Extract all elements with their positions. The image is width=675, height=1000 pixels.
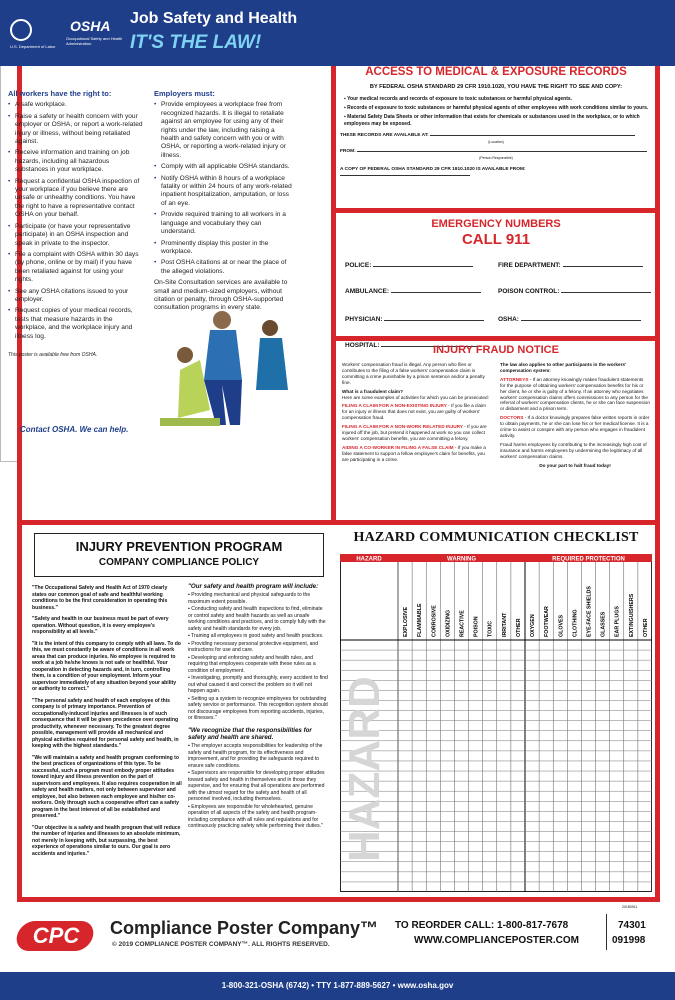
prevention-header — [34, 533, 324, 577]
prevention-right-head2: "We recognize that the responsibilities for safety and health are shared. — [188, 726, 312, 741]
prevention-paragraph: "Our objective is a safety and health program that will reduce the number of injuries and illnesses to an absolute minimum, not merely in keeping with, but surpassing, the best experience of operations similar to ours. Our goal is zero accidents and injuries." — [32, 824, 181, 857]
person-caption: (Person Responsible) — [479, 155, 513, 160]
fraud-h3: AIDING A CO-WORKER IN FILING A FALSE CLAIM — [342, 444, 454, 450]
cpc-logo — [17, 913, 97, 957]
access-copy-row — [340, 167, 652, 179]
access-avail-row — [340, 133, 652, 139]
fraud-right — [500, 362, 650, 469]
workers-right-item: • Request a confidential OSHA inspection of your workplace if you believe there are unsafe or unhealthy conditions. You have the right to have a representative contact OSHA on your behalf. — [8, 178, 143, 220]
fraud-t1: - If you file a claim for an injury or illness that does not exist, you are guilty of workers' compensation fraud. — [342, 403, 486, 421]
employers-duties — [154, 90, 294, 313]
workers-right-item: • Participate (or have your representative participate) in an OSHA inspection and speak in private to the inspector. — [8, 223, 143, 248]
osha-header — [0, 0, 675, 66]
prevention-paragraph: "We will maintain a safety and health program conforming to the best practices of organizations of this type. To be successful, such a program must embody proper attitudes toward injury and illness prevention on the part of supervisors and employees. It also requires cooperation in all safety and health matters, not only between supervisor and employee, but also between each employee and his/her co-workers. Only through such a cooperative effort can a safety program in the best interest of all be established and preserved." — [32, 754, 182, 819]
column-label: CORROSIVE — [431, 605, 438, 637]
osha-logo-sub: Occupational Safety and Health Administration — [66, 36, 123, 46]
employer-duty-item: • Prominently display this poster in the workplace. — [154, 240, 294, 257]
access-item: ▪ Material Safety Data Sheets or other information that exists for chemicals or substances used in the workplace, or to which employees may be exposed. — [344, 114, 640, 127]
access-title: ACCESS TO MEDICAL & EXPOSURE RECORDS — [365, 66, 627, 78]
column-label: EXTINGUISHERS — [628, 593, 635, 637]
column-label: OXYGEN — [530, 614, 537, 637]
fire-field — [498, 262, 643, 269]
fire-line[interactable] — [563, 266, 643, 267]
workers-right-item: • Request copies of your medical records, tests that measure hazards in the workplace, and the workplace injury and illness log. — [8, 307, 143, 341]
fraud-h2: FILING A CLAIM FOR A NON-WORK RELATED INJURY — [342, 424, 463, 430]
osha-free-note: This poster is available free from OSHA. — [8, 351, 98, 358]
ambulance-label: AMBULANCE: — [345, 288, 390, 295]
copy-field[interactable] — [340, 175, 470, 176]
osha-footer: 1-800-321-OSHA (6742) • TTY 1-877-889-5627 • www.osha.gov — [0, 972, 675, 1000]
column-label: GLOVES — [558, 614, 565, 637]
divider-access — [334, 208, 658, 213]
prevention-paragraph: "Safety and health in our business must be part of every operation. Without question, it is every employee's responsibility at all levels." — [32, 616, 169, 635]
prevention-item: ▪ Developing and enforcing safety and health rules, and requiring that employees cooperate with these rules as a condition of employment. — [188, 654, 316, 674]
ambulance-field — [345, 288, 481, 295]
prevention-items2 — [188, 743, 328, 830]
column-label: EYE-FACE SHIELDS — [586, 586, 593, 637]
fraud-t6: Fraud harms employees by contributing to the increasingly high cost of insurance and harms employees by undermining the legitimacy of all workers' compensation claims. — [500, 441, 647, 459]
print-code: 20180911 — [622, 905, 638, 909]
police-label: POLICE: — [345, 262, 372, 269]
group-hazard: HAZARD — [356, 556, 382, 563]
access-item: ▪ Records of exposure to toxic substances or harmful physical agents of other employees with work conditions similar to yours. — [344, 105, 649, 112]
fraud-t2: - If you are injured off the job, but pretend it happened at work so you can collect workers' compensation benefits, you are committing a felony. — [342, 424, 487, 441]
prevention-paragraph: "The personal safety and health of each employee of this company is of primary importance. Prevention of occupationally-induced injuries and illnesses is of such consequence that it will be given precedence over operating productivity, whenever necessary. To the greatest degree possible, management will provide all mechanical and physical activities required for personal safety and health, in keeping with the highest standards." — [32, 697, 179, 749]
employer-duty-item: • Provide required training to all workers in a language and vocabulary they can understand. — [154, 211, 294, 236]
employer-duty-item: • Comply with all applicable OSHA standards. — [154, 163, 294, 171]
prevention-items — [188, 592, 328, 722]
dol-seal-icon — [10, 19, 32, 41]
workers-right-item: • A safe workplace. — [8, 101, 143, 109]
osha-logo-text: OSHA — [70, 18, 111, 34]
prevention-item: ▪ The employer accepts responsibilities for leadership of the safety and health program, for its effectiveness and improvement, and for providing the safeguards required to ensure safe conditions. — [188, 743, 323, 769]
access-records-section — [340, 66, 652, 179]
column-label: OTHER — [515, 618, 522, 637]
workers-right-item: • Receive information and training on job hazards, including all hazardous substances in your workplace. — [8, 149, 143, 174]
group-protection: REQUIRED PROTECTION — [552, 556, 625, 563]
checklist-title: HAZARD COMMUNICATION CHECKLIST — [353, 530, 639, 545]
fraud-h4: ATTORNEYS — [500, 376, 529, 382]
employer-duty-item: • Post OSHA citations at or near the place of the alleged violations. — [154, 259, 294, 276]
fraud-t3: - If you make a false statement to support a fellow employee's claim for benefits, you are participating in a crime. — [342, 444, 486, 462]
cpc-logo-text: CPC — [32, 923, 80, 948]
column-label: FOOTWEAR — [544, 606, 551, 637]
access-item: ▪ Your medical records and records of exposure to toxic substances or harmful physical agents. — [344, 96, 573, 102]
access-intro: BY FEDERAL OSHA STANDARD 29 CFR 1910.1020, YOU HAVE THE RIGHT TO SEE AND COPY: — [369, 84, 623, 90]
access-from-row — [340, 149, 652, 155]
access-avail-label: THESE RECORDS ARE AVAILABLE AT: — [340, 132, 429, 138]
copyright: © 2019 COMPLIANCE POSTER COMPANY™. ALL RIGHTS RESERVED. — [112, 941, 330, 948]
prevention-paragraph: "It is the intent of this company to comply with all laws. To do this, we must constantly be aware of conditions in all work areas that can produce injuries. No employee is required to work at a job he/she knows is not safe or healthful. Your cooperation in detecting hazards and, in turn, controlling them, is a condition of your employment. Inform your supervisor immediately of any situation beyond your ability or authority to correct." — [32, 640, 181, 692]
workers-rights — [8, 90, 143, 359]
emergency-section — [340, 218, 652, 349]
hazard-watermark: HAZARD — [340, 676, 389, 862]
prevention-subtitle: COMPANY COMPLIANCE POLICY — [98, 557, 260, 568]
workers-right-item: • See any OSHA citations issued to your employer. — [8, 288, 143, 305]
workers-heading: All workers have the right to: — [8, 89, 112, 98]
divider-emergency — [334, 336, 658, 341]
column-label: EXPLOSIVE — [403, 606, 410, 637]
emergency-call: CALL 911 — [461, 231, 531, 248]
prevention-right-head: "Our safety and health program will include: — [188, 583, 319, 590]
prevention-item: ▪ Employees are responsible for wholehearted, genuine operation of all aspects of the safety and health program-including compliance with all rules and regulations and for continuously practicing safety while performing their duties." — [188, 803, 323, 830]
employers-heading: Employers must: — [154, 89, 215, 98]
column-label: GLASSES — [600, 611, 607, 637]
physician-line[interactable] — [384, 320, 484, 321]
prevention-item: ▪ Providing necessary personal protective equipment, and instructions for use and care. — [188, 640, 319, 654]
column-label: POISON — [473, 616, 480, 637]
fraud-p2: Here are some examples of activities for which you can be prosecuted: — [342, 394, 489, 400]
poison-field — [498, 288, 651, 295]
column-label: FLAMMABLE — [417, 603, 424, 637]
column-label: OTHER — [642, 618, 649, 637]
column-label: CLOTHING — [572, 609, 579, 637]
prevention-left-col — [32, 585, 182, 862]
company-name: Compliance Poster Company™ — [110, 918, 379, 938]
website-link[interactable]: WWW.COMPLIANCEPOSTER.COM — [414, 935, 579, 946]
prevention-item: ▪ Supervisors are responsible for developing proper attitudes toward safety and health in themselves and in those they supervise, and for ensuring that all operations are performed with the utmost regard for the safety and health of all personnel involved, including themselves. — [188, 770, 325, 803]
consult-text: On-Site Consultation services are available to small and medium-sized employers, without citation or penalty, through OSHA-supported consultation programs in every state. — [154, 279, 288, 312]
access-from-label: FROM: — [340, 148, 356, 154]
employer-duty-item: • Provide employees a workplace free from recognized hazards. It is illegal to retaliate against an employee for using any of their rights under the law, including raising a health and safety concern with you or with OSHA, or reporting a work-related injury or illness. — [154, 101, 294, 160]
access-list — [340, 96, 652, 127]
checklist-grid — [340, 554, 652, 892]
fraud-r0: The law also applies to other participants in the workers' compensation system: — [500, 362, 627, 373]
footer-divider — [606, 914, 607, 950]
access-copy-label: A COPY OF FEDERAL OSHA STANDARD 29 CFR 1910.1020 IS AVAILABLE FROM: — [340, 166, 526, 172]
osha-line[interactable] — [521, 320, 641, 321]
prevention-paragraph: "The Occupational Safety and Health Act of 1970 clearly states our common goal of safe and healthful working conditions to be the first consideration in operating this business." — [32, 585, 168, 611]
poison-line[interactable] — [561, 292, 651, 293]
fraud-q: What is a fraudulent claim? — [342, 388, 403, 394]
workers-right-item: • Raise a safety or health concern with your employer or OSHA, or report a work-related injury or illness, without being retaliated against. — [8, 113, 143, 147]
revision-code: 091998 — [612, 935, 646, 946]
fraud-h5: DOCTORS — [500, 415, 524, 421]
prevention-item: ▪ Conducting safety and health inspections to find, eliminate or control safety and health hazards as well as unsafe working conditions and practices, and to comply fully with the safety and health standards for every job. — [188, 606, 326, 632]
employers-list — [154, 101, 294, 276]
column-label: IRRITANT — [501, 612, 508, 637]
fraud-t7: Do your part to halt fraud today! — [539, 462, 611, 468]
osha-logo — [10, 16, 123, 50]
location-caption: (Location) — [488, 139, 504, 144]
column-label: TOXIC — [487, 620, 494, 637]
column-label: EAR PLUGS — [614, 606, 621, 637]
fraud-left — [342, 362, 492, 463]
prevention-item: ▪ Providing mechanical and physical safeguards to the maximum extent possible. — [188, 592, 311, 605]
prevention-item: ▪ Setting up a system to recognize employees for outstanding safety service or performance. This recognition system should not discourage employees from reporting accidents, injuries, or illnesses." — [188, 695, 328, 722]
fraud-title: INJURY FRAUD NOTICE — [433, 344, 559, 356]
contact-osha: Contact OSHA. We can help. — [20, 425, 129, 434]
osha-label: OSHA: — [498, 316, 519, 323]
osha-subtitle: IT'S THE LAW! — [130, 32, 262, 53]
divider-vertical — [331, 52, 336, 525]
from-field[interactable] — [357, 151, 647, 152]
hospital-label: HOSPITAL: — [345, 342, 380, 349]
prevention-item: ▪ Investigating, promptly and thoroughly, every accident to find out what caused it and correct the problem so it will not happen again. — [188, 675, 328, 695]
workers-right-item: • File a complaint with OSHA within 30 days (by phone, online or by mail) if you have been retaliated against for using your rights. — [8, 251, 143, 285]
physician-field — [345, 316, 484, 323]
emergency-title: EMERGENCY NUMBERS — [431, 218, 561, 230]
employer-duty-item: • Notify OSHA within 8 hours of a workplace fatality or within 24 hours of any work-related inpatient hospitalization, amputation, or loss of an eye. — [154, 175, 294, 209]
prevention-title: INJURY PREVENTION PROGRAM — [75, 539, 283, 554]
police-field — [345, 262, 473, 269]
prevention-right-col — [188, 583, 328, 831]
dol-text: U.S. Department of Labor — [10, 44, 56, 49]
fire-label: FIRE DEPARTMENT: — [498, 262, 561, 269]
workers-illustration — [160, 300, 300, 430]
column-label: OXIDIZING — [445, 609, 452, 637]
fraud-p1: Workers' compensation fraud is illegal. Any person who files or contributes to the filing of a false workers' compensation claim is committing a crime punishable by a prison sentence and/or a penalty fine. — [342, 362, 485, 385]
reorder-phone[interactable]: TO REORDER CALL: 1-800-817-7678 — [395, 920, 569, 931]
column-label: REACTIVE — [459, 610, 466, 637]
workers-list — [8, 101, 143, 341]
checklist-section — [340, 530, 652, 892]
fraud-t5: - If a doctor knowingly prepares false written reports in order to obtain payments, he or she can lose his or her medical license. It is a crime to assist or conspire with any person who engages in fraudulent activity. — [500, 415, 650, 438]
poster-code: 74301 — [618, 920, 646, 931]
prevention-item: ▪ Training all employees in good safety and health practices. — [188, 633, 324, 640]
fraud-h1: FILING A CLAIM FOR A NON-EXISTING INJURY — [342, 403, 447, 409]
osha-field — [498, 316, 641, 323]
physician-label: PHYSICIAN: — [345, 316, 383, 323]
group-warning: WARNING — [447, 556, 476, 563]
osha-title: Job Safety and Health — [130, 10, 298, 27]
fraud-section — [340, 344, 652, 518]
divider-horizontal — [19, 520, 658, 525]
ambulance-line[interactable] — [391, 292, 481, 293]
location-field[interactable] — [430, 135, 635, 136]
police-line[interactable] — [373, 266, 473, 267]
poison-label: POISON CONTROL: — [498, 288, 560, 295]
fraud-t4: - If an attorney knowingly makes fraudulent statements for the purpose of obtaining workers' compensation benefits for his or her client, he or she is guilty of a felony. If an attorney who negotiates workers' compensation claims offers commissions to any person for the referral of workers' compensation clients, he or she can face suspension or disbarment and a prison term. — [500, 376, 650, 412]
